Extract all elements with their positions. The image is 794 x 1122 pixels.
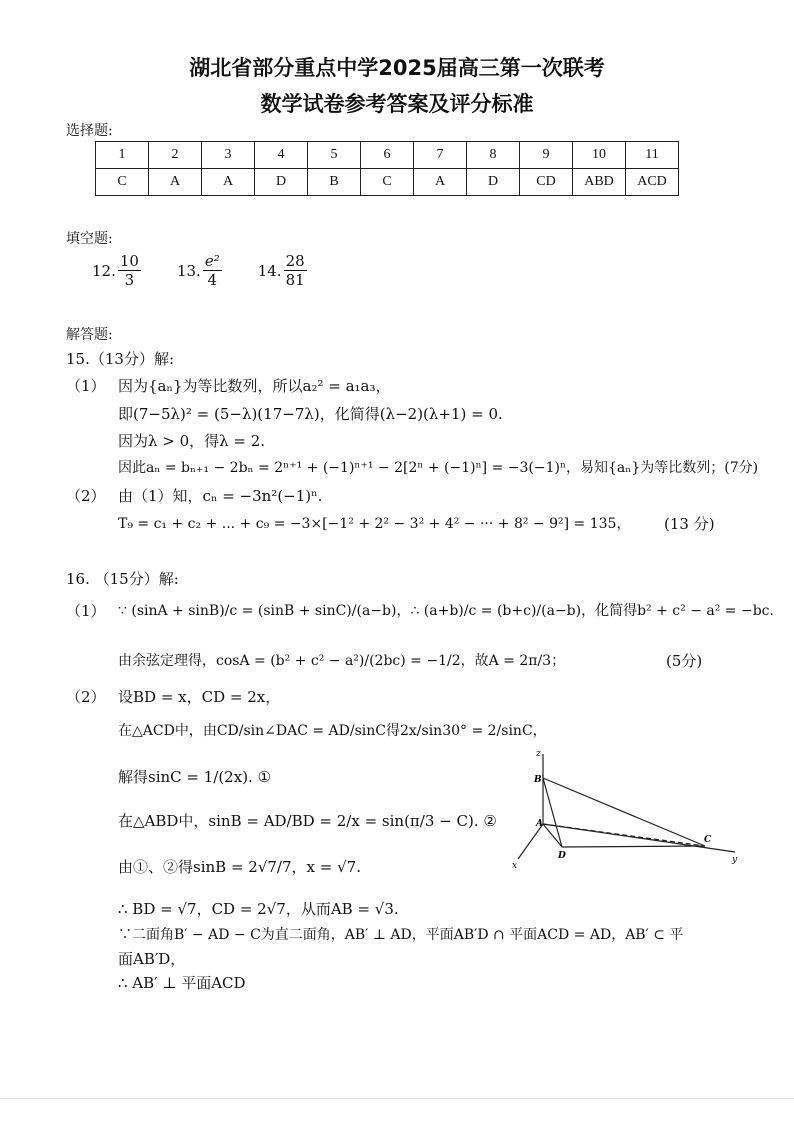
label-z: z bbox=[536, 749, 541, 759]
q12-den: 3 bbox=[124, 271, 135, 289]
q14-answer bbox=[284, 252, 307, 289]
geometry-figure bbox=[500, 744, 750, 874]
q14-num: 28 bbox=[285, 252, 305, 270]
q16-line-3: 设BD = x，CD = 2x， bbox=[118, 688, 281, 706]
label-D: D bbox=[558, 851, 566, 861]
question-number-cell: 2 bbox=[149, 142, 202, 169]
answer-cell: B bbox=[308, 169, 361, 196]
q12-num: 10 bbox=[119, 252, 139, 270]
question-number-cell: 5 bbox=[308, 142, 361, 169]
answer-cell: A bbox=[414, 169, 467, 196]
title-line-2: 数学试卷参考答案及评分标准 bbox=[260, 92, 534, 116]
q13-den: 4 bbox=[207, 271, 218, 289]
q16-line-9a: ∵二面角B′ − AD − C为直二面角，AB′ ⊥ AD，平面AB′D ∩ 平面ACD = AD，AB′ ⊂ 平 bbox=[118, 927, 684, 943]
question-number-cell: 9 bbox=[520, 142, 573, 169]
q16-line-8: ∴ BD = √7，CD = 2√7，从而AB = √3. bbox=[118, 900, 399, 918]
answer-cell: D bbox=[255, 169, 308, 196]
q13-answer bbox=[203, 252, 222, 289]
answer-cell: C bbox=[361, 169, 414, 196]
q16-line-7: 由①、②得sinB = 2√7/7，x = √7. bbox=[118, 858, 361, 876]
q13-label: 13. bbox=[176, 261, 201, 280]
section-fill-label: 填空题: bbox=[66, 231, 113, 247]
x-axis bbox=[518, 824, 543, 859]
q16-line-1: ∵ (sinA + sinB)/c = (sinB + sinC)/(a−b)，∴ (a+b)/c = (b+c)/(a−b)，化简得b² + c² − a² = −bc. bbox=[118, 603, 774, 619]
q14-den: 81 bbox=[285, 271, 305, 289]
question-number-cell: 7 bbox=[414, 142, 467, 169]
question-number-cell: 4 bbox=[255, 142, 308, 169]
edge-B-D bbox=[543, 778, 562, 847]
q15-score-2: (13 分) bbox=[664, 515, 715, 533]
label-A: A bbox=[536, 819, 543, 829]
q16-line-9b: 面AB′D， bbox=[118, 950, 186, 968]
q16-part1-label: （1） bbox=[66, 602, 106, 620]
q15-part1-label: （1） bbox=[66, 377, 106, 395]
q12-label: 12. bbox=[92, 261, 116, 280]
edge-D-C bbox=[562, 846, 705, 847]
answer-cell: ABD bbox=[573, 169, 626, 196]
q16-line-2: 由余弦定理得，cosA = (b² + c² − a²)/(2bc) = −1/2，故A = 2π/3； bbox=[118, 653, 566, 669]
answer-cell: A bbox=[202, 169, 255, 196]
label-y: y bbox=[732, 855, 738, 865]
question-number-cell: 3 bbox=[202, 142, 255, 169]
label-C: C bbox=[704, 835, 712, 845]
q15-line-1: 因为{aₙ}为等比数列，所以a₂² = a₁a₃， bbox=[118, 377, 391, 395]
q16-heading: 16. （15分）解: bbox=[66, 570, 179, 588]
question-number-cell: 6 bbox=[361, 142, 414, 169]
answer-cell: A bbox=[149, 169, 202, 196]
q16-part2-label: （2） bbox=[66, 688, 106, 706]
q16-line-10: ∴ AB′ ⊥ 平面ACD bbox=[118, 974, 246, 992]
label-x: x bbox=[512, 861, 518, 871]
section-solve-label: 解答题: bbox=[66, 327, 113, 343]
q15-part2-label: （2） bbox=[66, 487, 106, 505]
question-number-cell: 11 bbox=[626, 142, 679, 169]
q16-line-6: 在△ABD中，sinB = AD/BD = 2/x = sin(π/3 − C). ② bbox=[118, 812, 497, 830]
q16-score-1: (5分) bbox=[666, 652, 703, 670]
q16-line-4: 在△ACD中，由CD/sin∠DAC = AD/sinC得2x/sin30° = 2/sinC， bbox=[118, 723, 547, 739]
question-number-cell: 1 bbox=[96, 142, 149, 169]
answer-table-number-row bbox=[96, 142, 679, 169]
q15-line-5: 由（1）知，cₙ = −3n²(−1)ⁿ. bbox=[118, 487, 323, 505]
q15-line-6: T₉ = c₁ + c₂ + ... + c₉ = −3×[−1² + 2² − 3² + 4² − ··· + 8² − 9²] = 135， bbox=[118, 516, 631, 532]
section-choice-label: 选择题: bbox=[66, 123, 113, 139]
answer-cell: C bbox=[96, 169, 149, 196]
q13-num: e² bbox=[204, 252, 220, 270]
edge-A-C bbox=[543, 824, 705, 846]
q15-heading: 15.（13分）解: bbox=[66, 350, 174, 368]
answer-cell: CD bbox=[520, 169, 573, 196]
answer-table-answer-row bbox=[96, 169, 679, 196]
answer-cell: D bbox=[467, 169, 520, 196]
question-number-cell: 10 bbox=[573, 142, 626, 169]
q12-answer bbox=[118, 252, 141, 289]
q16-line-5: 解得sinC = 1/(2x). ① bbox=[118, 768, 272, 786]
q15-line-3: 因为λ > 0，得λ = 2. bbox=[118, 432, 266, 450]
q14-label: 14. bbox=[257, 261, 282, 280]
answer-cell: ACD bbox=[626, 169, 679, 196]
q15-line-4: 因此aₙ = bₙ₊₁ − 2bₙ = 2ⁿ⁺¹ + (−1)ⁿ⁺¹ − 2[2ⁿ + (−1)ⁿ] = −3(−1)ⁿ，易知{aₙ}为等比数列；(7分) bbox=[118, 460, 759, 476]
question-number-cell: 8 bbox=[467, 142, 520, 169]
answer-table bbox=[95, 141, 679, 196]
page-bottom-divider bbox=[0, 1098, 794, 1099]
label-B: B' bbox=[534, 775, 545, 785]
q15-line-2: 即(7−5λ)² = (5−λ)(17−7λ)，化简得(λ−2)(λ+1) = 0. bbox=[118, 405, 503, 423]
title-line-1: 湖北省部分重点中学2025届高三第一次联考 bbox=[189, 56, 605, 80]
fill-answers bbox=[92, 252, 309, 289]
